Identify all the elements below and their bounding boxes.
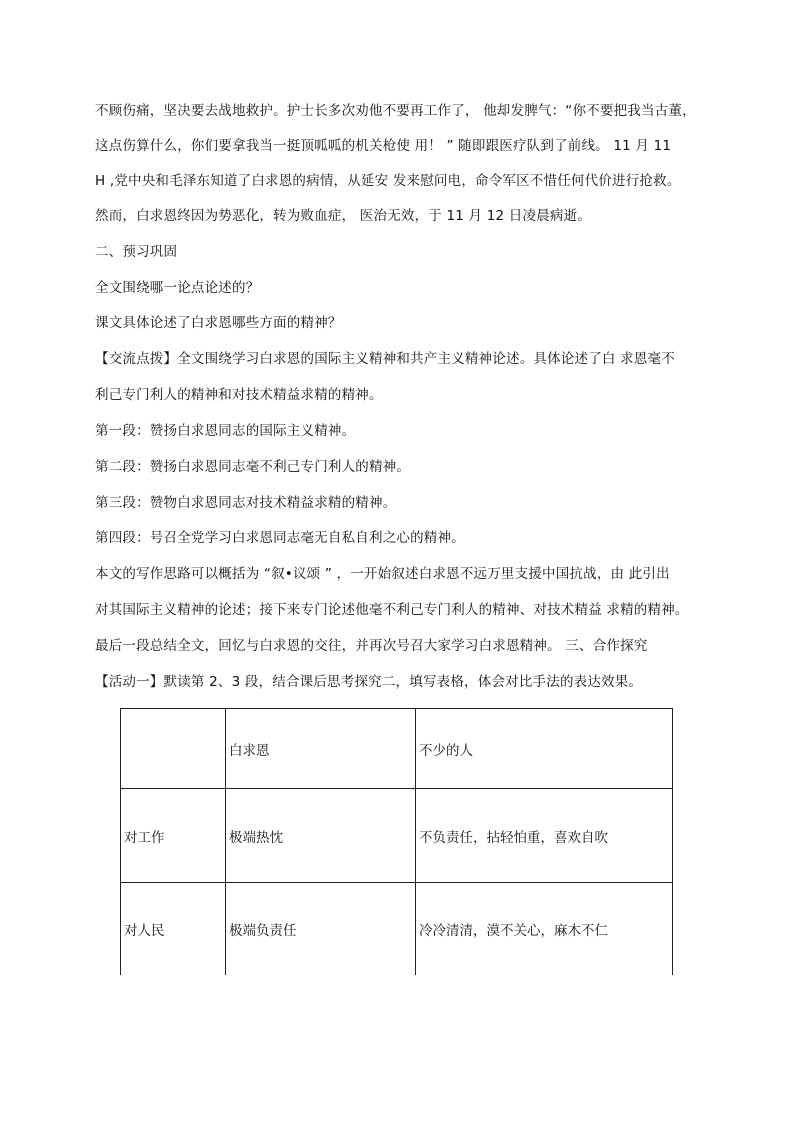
paragraph-line: 【交流点拨】全文围绕学习白求恩的国际主义精神和共产主义精神论述。具体论述了白 求恩毫不 [95, 351, 675, 367]
activity-heading: 【活动一】默读第 2、3 段，结合课后思考探究二，填写表格，体会对比手法的表达效果。 [95, 674, 643, 690]
table-cell: 极端热忱 [226, 789, 416, 883]
paragraph-line: 不顾伤痛，坚决要去战地救护。护士长多次劝他不要再工作了， 他却发脾气：“你不要把我当古董， [95, 103, 696, 119]
paragraph-line: 第三段：赞物白求恩同志对技术精益求精的精神。 [95, 495, 397, 511]
question-line: 课文具体论述了白求恩哪些方面的精神？ [95, 315, 342, 331]
paragraph-line: 本文的写作思路可以概括为 “叙•议颂 ” ，一开始叙述白求恩不远万里支援中国抗战，由 此引出 [95, 566, 670, 582]
paragraph-line: 第二段：赞扬白求恩同志毫不利己专门利人的精神。 [95, 459, 411, 475]
section-heading: 二、预习巩固 [95, 244, 178, 260]
paragraph-line: 这点伤算什么，你们要拿我当一挺顶呱呱的机关枪使 用！ ” 随即跟医疗队到了前线。 11 月 11 [95, 138, 672, 154]
table-cell [121, 709, 226, 789]
table-row [121, 883, 673, 975]
table-header-cell: 不少的人 [416, 709, 673, 789]
table-header-row [121, 709, 673, 789]
paragraph-line: 第四段：号召全党学习白求恩同志毫无自私自利之心的精神。 [95, 530, 465, 546]
paragraph-line: 对其国际主义精神的论述；接下来专门论述他毫不利己专门利人的精神、对技术精益 求精的精神。 [95, 602, 689, 618]
comparison-table [120, 708, 673, 975]
paragraph-line: 第一段：赞扬白求恩同志的国际主义精神。 [95, 423, 356, 439]
paragraph-line: H ,党中央和毛泽东知道了白求恩的病情，从延安 发来慰问电，命令军区不惜任何代价进行抢救。 [95, 173, 681, 189]
table-header-cell: 白求恩 [226, 709, 416, 789]
paragraph-line: 利己专门利人的精神和对技术精益求精的精神。 [95, 387, 383, 403]
question-line: 全文围绕哪一论点论述的？ [95, 280, 260, 296]
table-cell: 极端负责任 [226, 883, 416, 975]
paragraph-line: 然而，白求恩终因为势恶化，转为败血症， 医治无效，于 11 月 12 日凌晨病逝。 [95, 208, 592, 224]
table-cell: 不负责任，拈轻怕重，喜欢自吹 [416, 789, 673, 883]
table-row-label: 对人民 [121, 883, 226, 975]
table-row-label: 对工作 [121, 789, 226, 883]
table-cell: 冷冷清清，漠不关心，麻木不仁 [416, 883, 673, 975]
table-row [121, 789, 673, 883]
paragraph-line: 最后一段总结全文，回忆与白求恩的交往，并再次号召大家学习白求恩精神。 三、合作探究 [95, 638, 648, 654]
